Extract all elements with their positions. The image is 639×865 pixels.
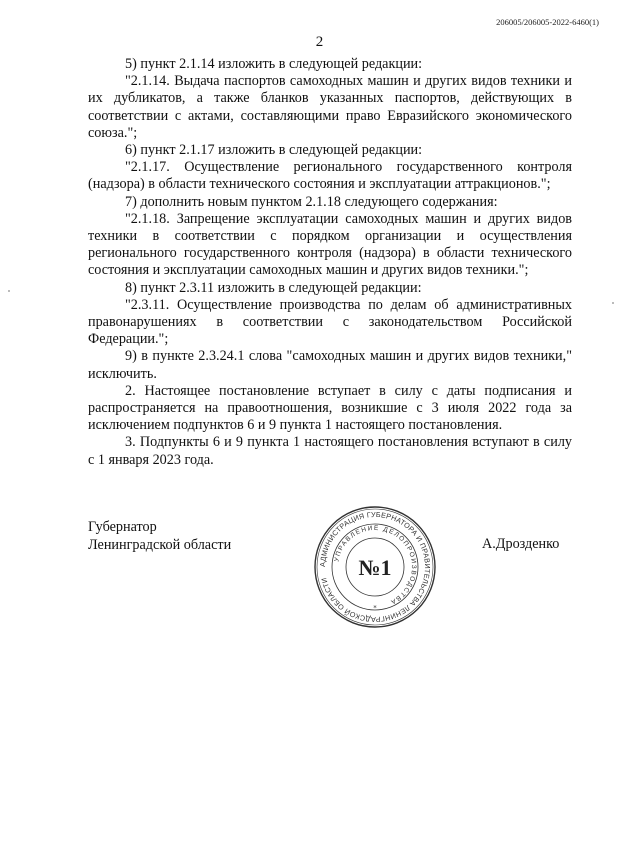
paragraph: 5) пункт 2.1.14 изложить в следующей редакции: [125,56,423,72]
paragraph: 3. Подпункты 6 и 9 пункта 1 настоящего постановления вступают в силу с 1 января 2023 года. [88,434,572,468]
seal-star-icon: * [373,604,377,612]
seal-number: №1 [358,555,392,580]
signatory-name: А.Дрозденко [482,536,560,552]
paragraph: 6) пункт 2.1.17 изложить в следующей редакции: [125,142,423,159]
signatory-title-line: Ленинградской области [88,537,232,553]
paragraph: 8) пункт 2.3.11 изложить в следующей редакции: [125,279,422,296]
paragraph: "2.3.11. Осуществление производства по делам об административных правонарушениях в соответствии с законодательством Российской Федерации."; [88,296,572,348]
paragraph: "2.1.18. Запрещение эксплуатации самоходных машин и других видов техники в соответствии с порядком организации и осуществления регионального государственного контроля (надзора) в области технического состояния и эксплуатации самоходных машин и других видов техники."; [88,210,572,279]
paragraph: "2.1.14. Выдача паспортов самоходных машин и других видов техники и их дубликатов, а также бланков указанных паспортов, действующих в соответствии с актами, составляющими право Евразийского экономического союза."; [88,73,572,141]
seal-outer-text: АДМИНИСТРАЦИЯ ГУБЕРНАТОРА И ПРАВИТЕЛЬСТВА ЛЕНИНГРАДСКОЙ ОБЛАСТИ [317,509,433,625]
signatory-title [88,518,231,554]
document-body [88,56,572,469]
paragraph: 9) в пункте 2.3.24.1 слова "самоходных машин и других видов техники," исключить. [88,348,572,382]
scan-speck [612,302,614,304]
official-seal [312,504,438,630]
scan-speck [8,290,10,292]
seal-inner-text: УПРАВЛЕНИЕ ДЕЛОПРОИЗВОДСТВА [333,524,418,606]
page-number: 2 [315,34,324,50]
seal-graphic [312,504,438,630]
document-id: 206005/206005-2022-6460(1) [496,17,599,27]
paragraph: 2. Настоящее постановление вступает в силу с даты подписания и распространяется на правоотношения, возникшие с 3 июля 2022 года за исключением подпунктов 6 и 9 пункта 1 настоящего постановления. [88,382,572,434]
signatory-title-line: Губернатор [88,519,157,535]
paragraph: 7) дополнить новым пунктом 2.1.18 следующего содержания: [125,193,498,210]
paragraph: "2.1.17. Осуществление регионального государственного контроля (надзора) в области технического состояния и эксплуатации аттракционов."; [88,159,572,193]
